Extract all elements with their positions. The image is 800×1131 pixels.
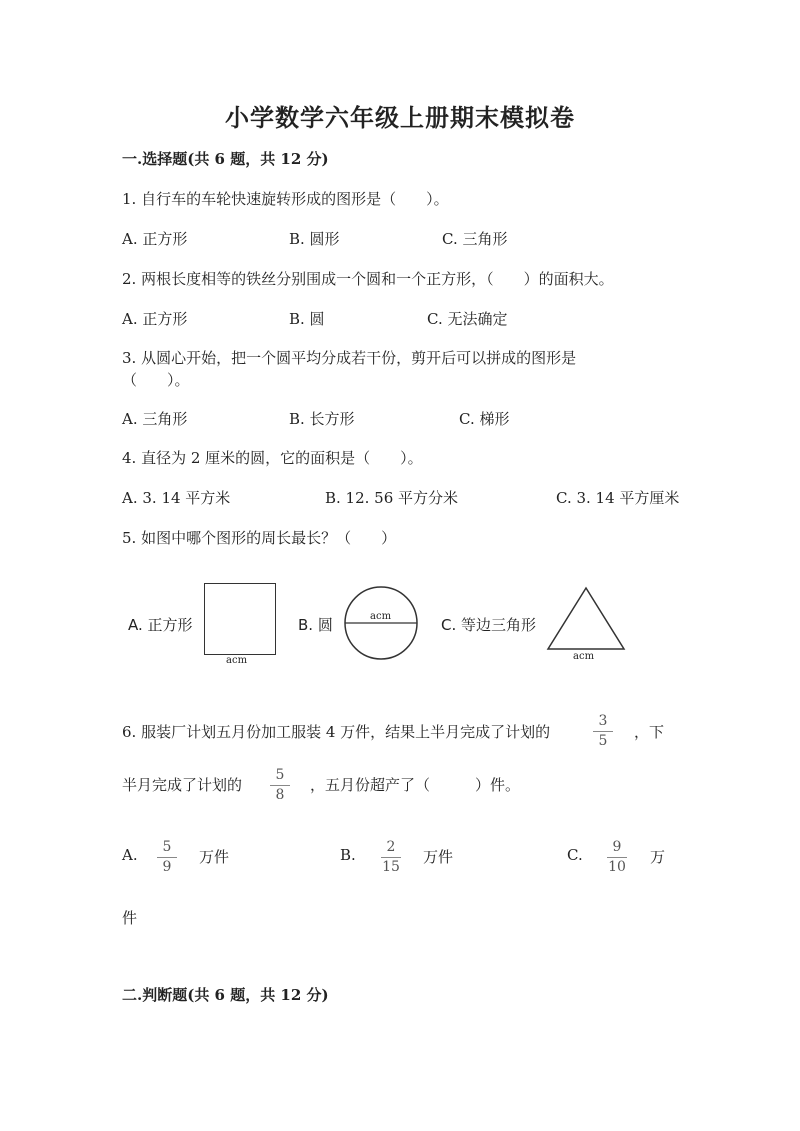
circle-measure-label: acm [370,611,392,622]
page-title: 小学数学六年级上册期末模拟卷 [225,103,575,132]
fraction-bar [593,731,613,732]
fraction-bar [270,785,290,786]
question-4-option-a[interactable]: A. 3. 14 平方米 [122,489,231,507]
fraction-three-fifths [590,714,616,749]
question-1-option-a[interactable]: A. 正方形 [122,230,188,248]
question-6-option-b-label[interactable]: B. [340,846,356,864]
question-6-stem-part4: ，五月份超产了（ ）件。 [310,776,521,794]
question-6-stem-part1: 6. 服装厂计划五月份加工服装 4 万件，结果上半月完成了计划的 [122,723,551,741]
figure-label-square: A. 正方形 [128,616,193,634]
figure-label-circle: B. 圆 [298,616,333,634]
question-6-option-c-unit-wrap: 件 [122,909,138,927]
question-5-stem: 5. 如图中哪个图形的周长最长？（ ） [122,529,397,547]
question-1-option-c[interactable]: C. 三角形 [442,230,508,248]
question-1-stem: 1. 自行车的车轮快速旋转形成的图形是（ ）。 [122,190,449,208]
question-6-option-a-unit: 万件 [199,848,230,866]
triangle-outline [548,588,624,649]
option-c-fraction [604,840,630,875]
question-6-stem-part2: ，下 [634,723,665,741]
question-1-option-b[interactable]: B. 圆形 [289,230,340,248]
fraction-denominator: 15 [382,859,400,875]
question-2-option-b[interactable]: B. 圆 [289,310,325,328]
section-heading-choice: 一.选择题(共 6 题，共 12 分) [122,150,329,168]
figure-label-triangle: C. 等边三角形 [441,616,537,634]
question-6-option-a-label[interactable]: A. [122,846,138,864]
question-2-option-a[interactable]: A. 正方形 [122,310,188,328]
fraction-bar [157,857,177,858]
fraction-numerator: 5 [162,839,172,855]
circle-shape [341,585,421,665]
fraction-denominator: 9 [162,859,172,875]
question-4-option-c[interactable]: C. 3. 14 平方厘米 [556,489,680,507]
question-3-stem: 3. 从圆心开始，把一个圆平均分成若干份，剪开后可以拼成的图形是 [122,349,577,367]
question-2-option-c[interactable]: C. 无法确定 [427,310,508,328]
question-4-option-b[interactable]: B. 12. 56 平方分米 [325,489,459,507]
section-heading-judgement: 二.判断题(共 6 题，共 12 分) [122,986,329,1004]
fraction-denominator: 8 [275,787,285,803]
question-6-option-c-label[interactable]: C. [567,846,583,864]
fraction-numerator: 9 [612,839,622,855]
question-6-option-c-unit: 万 [650,848,666,866]
question-6-option-b-unit: 万件 [423,848,454,866]
fraction-denominator: 5 [598,733,608,749]
question-4-stem: 4. 直径为 2 厘米的圆，它的面积是（ ）。 [122,449,423,467]
fraction-five-eighths [267,768,293,803]
triangle-measure-label: acm [573,651,595,662]
question-2-stem: 2. 两根长度相等的铁丝分别围成一个圆和一个正方形，（ ）的面积大。 [122,270,614,288]
square-measure-label: acm [226,655,248,666]
question-3-option-c[interactable]: C. 梯形 [459,410,510,428]
option-a-fraction [154,840,180,875]
fraction-bar [607,857,627,858]
question-3-option-a[interactable]: A. 三角形 [122,410,188,428]
fraction-denominator: 10 [608,859,626,875]
fraction-bar [381,857,401,858]
triangle-shape [545,585,627,655]
fraction-numerator: 5 [275,767,285,783]
option-b-fraction [378,840,404,875]
square-shape [204,583,276,655]
fraction-numerator: 3 [598,713,608,729]
fraction-numerator: 2 [386,839,396,855]
question-3-option-b[interactable]: B. 长方形 [289,410,355,428]
question-3-stem-continued: （ ）。 [122,371,190,389]
question-6-stem-part3: 半月完成了计划的 [122,776,243,794]
